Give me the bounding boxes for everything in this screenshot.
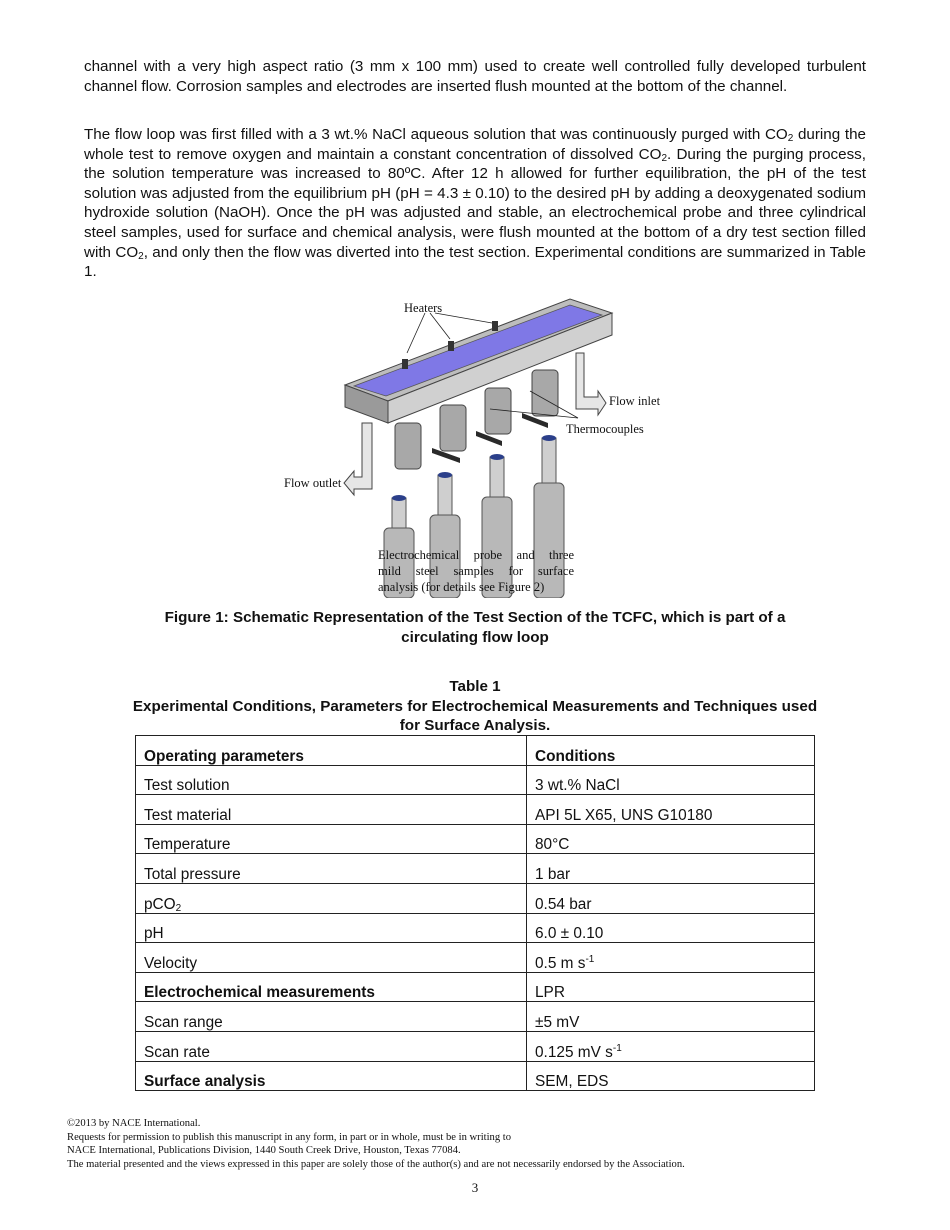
footer-copyright: ©2013 by NACE International. xyxy=(67,1118,201,1129)
row-label: Electrochemical measurements xyxy=(136,972,527,1002)
table-row xyxy=(136,1061,815,1091)
footer-line: The material presented and the views expressed in this paper are solely those of the author(s) and are not necessarily endorsed by the Association. xyxy=(67,1158,685,1170)
table-row xyxy=(136,1002,815,1032)
probe-label-line: Electrochemical probe and three xyxy=(378,548,574,562)
table-row xyxy=(136,972,815,1002)
row-value xyxy=(527,1031,815,1061)
table-header-row xyxy=(136,736,815,766)
row-label: Scan rate xyxy=(136,1031,527,1061)
row-value xyxy=(527,943,815,973)
row-value: 0.54 bar xyxy=(527,883,815,913)
table-row xyxy=(136,913,815,943)
table-row xyxy=(136,854,815,884)
paragraph-text: during the whole test to remove oxygen and maintain a constant concentration of dissolved CO xyxy=(84,126,866,163)
row-value: 6.0 ± 0.10 xyxy=(527,913,815,943)
heater-arrow xyxy=(407,313,425,353)
heater-arrow xyxy=(430,313,450,339)
conditions-table xyxy=(135,735,815,1091)
row-value: 1 bar xyxy=(527,854,815,884)
body-paragraph-2 xyxy=(84,125,866,282)
probe-label xyxy=(378,547,574,595)
row-label xyxy=(136,883,527,913)
fitting xyxy=(532,370,558,416)
heater-arrow xyxy=(435,313,492,323)
figure-caption-line: Figure 1: Schematic Representation of the Test Section of the TCFC, which is part of a xyxy=(164,609,786,626)
fitting xyxy=(440,405,466,451)
pco2-text: pCO xyxy=(144,895,176,913)
row-value: 3 wt.% NaCl xyxy=(527,765,815,795)
heater-stud xyxy=(402,359,408,369)
figure-caption xyxy=(84,608,866,648)
velocity-text: 0.5 m s xyxy=(535,954,586,972)
row-label: Velocity xyxy=(136,943,527,973)
row-value: 80°C xyxy=(527,824,815,854)
heater-stud xyxy=(492,321,498,331)
fitting xyxy=(395,423,421,469)
velocity-superscript: -1 xyxy=(585,953,595,965)
flow-outlet-arrow xyxy=(344,423,372,495)
page-number: 3 xyxy=(471,1180,479,1195)
table-row xyxy=(136,883,815,913)
subscript: 2 xyxy=(138,250,144,262)
row-label: pH xyxy=(136,913,527,943)
row-value: LPR xyxy=(527,972,815,1002)
table-row xyxy=(136,824,815,854)
row-value: API 5L X65, UNS G10180 xyxy=(527,795,815,825)
paragraph-text: The flow loop was first filled with a 3 wt.% NaCl aqueous solution that was continuously purged with CO xyxy=(84,126,788,143)
row-label: Temperature xyxy=(136,824,527,854)
heaters-label: Heaters xyxy=(404,301,443,315)
table-row xyxy=(136,795,815,825)
row-label: Scan range xyxy=(136,1002,527,1032)
pco2-subscript: 2 xyxy=(175,902,182,914)
thermocouples-label: Thermocouples xyxy=(566,422,644,436)
row-label: Surface analysis xyxy=(136,1061,527,1091)
figure-caption-line: circulating flow loop xyxy=(401,629,549,646)
row-value: SEM, EDS xyxy=(527,1061,815,1091)
paragraph-text: , and only then the flow was diverted into the test section. Experimental conditions are summarized in Table 1. xyxy=(84,243,866,281)
row-label: Total pressure xyxy=(136,854,527,884)
probe-label-line: analysis (for details see Figure 2) xyxy=(378,580,545,594)
test-section-figure xyxy=(280,293,680,598)
footer-line: Requests for permission to publish this manuscript in any form, in part or in whole, must be in writing to xyxy=(67,1131,512,1143)
subscript: 2 xyxy=(787,133,794,144)
scan-rate-superscript: -1 xyxy=(612,1042,622,1054)
flow-inlet-arrow xyxy=(576,353,606,415)
table-title-line: Experimental Conditions, Parameters for Electrochemical Measurements and Techniques used xyxy=(132,697,818,715)
flow-outlet-label: Flow outlet xyxy=(284,476,342,490)
table-title xyxy=(60,677,890,736)
table-row xyxy=(136,943,815,973)
footer-line: NACE International, Publications Division, 1440 South Creek Drive, Houston, Texas 77084. xyxy=(67,1145,461,1157)
body-paragraph-1: channel with a very high aspect ratio (3 mm x 100 mm) used to create well controlled fully developed turbulent channel flow. Corrosion samples and electrodes are inserted flush mounted at the bottom of the channel. xyxy=(84,58,866,95)
heater-stud xyxy=(448,341,454,351)
page-footer xyxy=(67,1117,887,1171)
row-label: Test material xyxy=(136,795,527,825)
table-number: Table 1 xyxy=(449,678,501,695)
row-label: Test solution xyxy=(136,765,527,795)
header-conditions: Conditions xyxy=(527,736,815,766)
row-value: ±5 mV xyxy=(527,1002,815,1032)
scan-rate-text: 0.125 mV s xyxy=(535,1043,613,1061)
flow-inlet-label: Flow inlet xyxy=(609,394,661,408)
table-row xyxy=(136,765,815,795)
probe-label-line: mild steel samples for surface xyxy=(378,564,574,578)
paragraph-text: . During the purging process, the solution temperature was increased to 80ºC. After 12 h allowed for further equilibration, the pH of the test solution was adjusted from the equilibrium pH (pH = 4.3 ± 0.10) to the desired pH by adding a deoxygenated sodium hydroxide solution (NaOH). Once the pH was adjusted and stable, an electrochemical probe and three cylindrical steel samples, used for surface and chemical analysis, were flush mounted at the bottom of a dry test section filled with CO xyxy=(84,145,866,261)
table-row xyxy=(136,1031,815,1061)
table-title-line: for Surface Analysis. xyxy=(399,717,551,734)
header-operating-parameters: Operating parameters xyxy=(136,736,527,766)
subscript: 2 xyxy=(661,152,668,164)
